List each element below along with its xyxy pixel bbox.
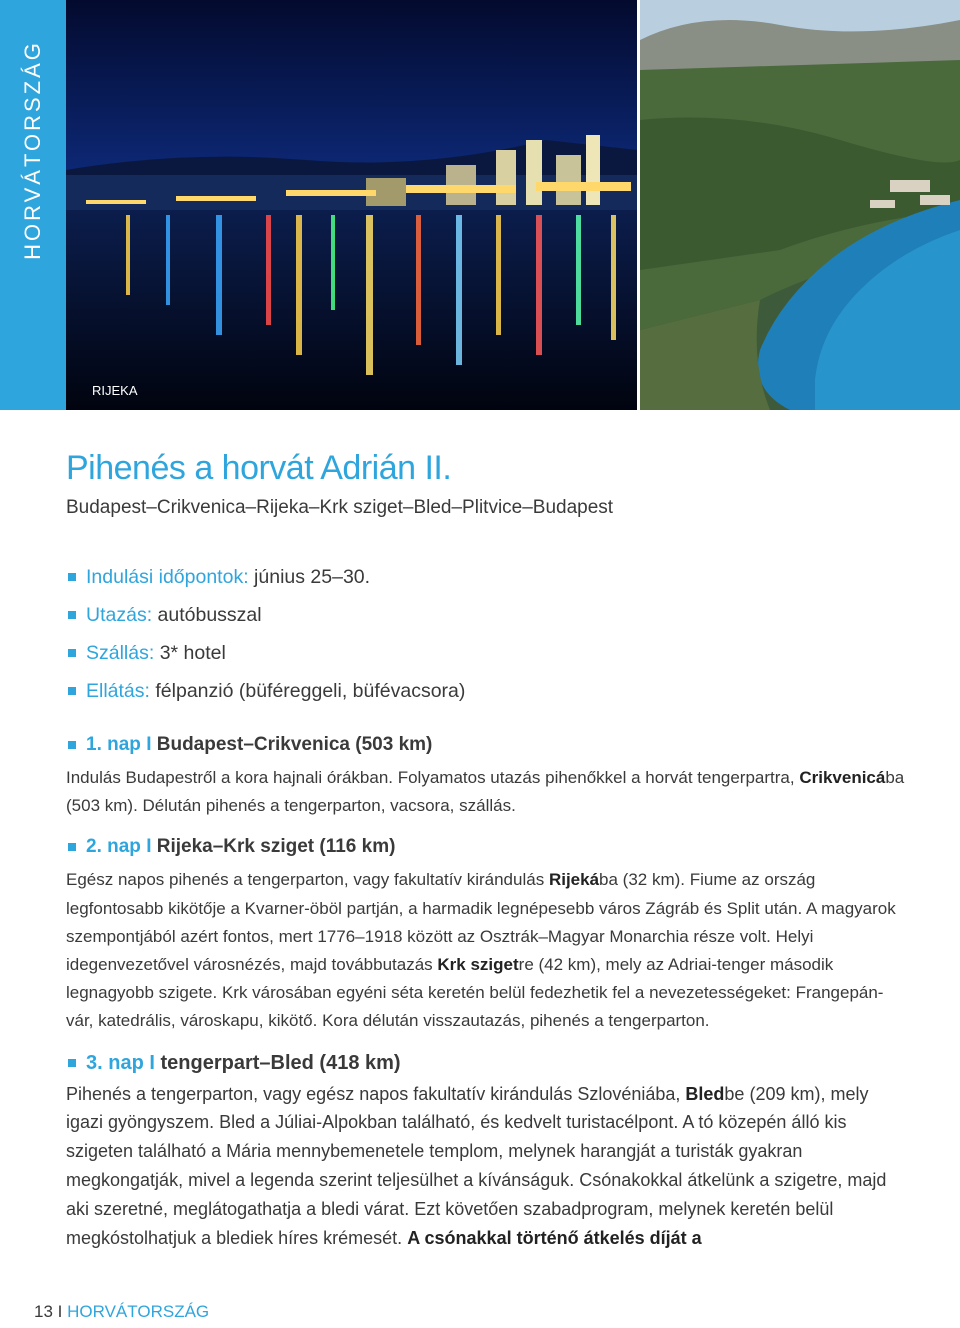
sidebar-band [0,0,66,410]
day-route: Budapest–Crikvenica (503 km) [156,734,433,755]
bullet-icon [68,843,76,851]
info-travel [66,596,906,634]
day-1-section [66,730,906,820]
text-run: Egész napos pihenés a tengerparton, vagy fakultatív kirándulás [66,870,545,890]
sidebar-title: HORVÁTORSZÁG [20,40,45,260]
day-2-section [66,832,906,1035]
info-label: Ellátás: [86,680,150,702]
photo-caption: RIJEKA [92,383,138,398]
day-route: tengerpart–Bled (418 km) [160,1051,401,1074]
day-separator: I [149,1051,155,1074]
bullet-icon [68,611,76,619]
text-run: ba (32 km). Fiume az ország legfontosabb kikötője a Kvarner-öböl partján, a harmadik legnépesebb város Zágráb és Split után. A magyarok szempontjából azért fontos, mert 1776–1918 között az Osztrák–Magyar Monarchia része volt. Helyi idegenvezetővel városnézés, majd továbbutazás [66,870,896,975]
bullet-icon [68,741,76,749]
day-2-heading [66,832,906,862]
footer-section: HORVÁTORSZÁG [67,1302,210,1321]
route-subtitle: Budapest–Crikvenica–Rijeka–Krk sziget–Bled–Plitvice–Budapest [66,497,614,518]
bold-run: Crikvenicá [799,768,886,787]
page-title: Pihenés a horvát Adrián II. [66,449,452,487]
bold-run: Bled [685,1083,725,1104]
day-separator: I [146,734,152,755]
info-value: félpanzió (büféreggeli, büfévacsora) [155,680,466,702]
info-departure [66,558,906,596]
info-label: Utazás: [86,604,153,626]
info-label: Indulási időpontok: [86,566,249,588]
day-route: Rijeka–Krk sziget (116 km) [156,836,396,858]
day-1-text [66,764,906,820]
text-run: ba (503 km). Délután pihenés a tengerparton, vacsora, szállás. [66,768,905,816]
info-label: Szállás: [86,642,155,664]
info-board [66,672,906,710]
day-3-heading [66,1048,906,1078]
bullet-icon [68,1059,76,1067]
rijeka-night-photo [66,0,637,410]
bold-run: A csónakkal történő átkelés díját a [407,1227,702,1248]
text-run: Indulás Budapestről a kora hajnali órákban. Folyamatos utazás pihenőkkel a horvát tengerpartra, [66,768,795,787]
day-3-text [66,1080,906,1253]
day-number: 1. nap [86,734,141,755]
aerial-bay-photo [640,0,960,410]
info-value: 3* hotel [159,642,226,664]
bullet-icon [68,687,76,695]
bold-run: Rijeká [548,870,600,890]
trip-info-list [66,558,906,710]
day-separator: I [146,836,152,858]
text-run: re (42 km), mely az Adriai-tenger második legnagyobb szigete. Krk városában egyéni séta keretén belül fedezhetik fel a nevezetességeket: Frangepán-vár, katedrális, városkapu, kikötő. Kora délután visszautazás, pihenés a tengerparton. [66,955,884,1031]
day-1-heading [66,730,906,760]
info-value: autóbusszal [157,604,262,626]
text-run: be (209 km), mely igazi gyöngyszem. Bled a Júliai-Alpokban található, és kedvelt turistacélpont. A tó közepén álló kis szigeten található a Mária mennybemenetele templom, melynek harangját a turisták gyakran megkongatják, mivel a legenda szerint teljesülhet a kívánságuk. Csónakokkal átkelünk a szigetre, majd aki szeretné, meglátogathatja a bledi várat. Ezt követően szabadprogram, melynek keretén belül megkóstolhatjuk a blediek híres krémesét. [66,1083,887,1248]
bullet-icon [68,649,76,657]
bullet-icon [68,573,76,581]
day-3-section [66,1048,906,1253]
page-number: 13 [34,1302,53,1321]
main-content [66,448,906,1252]
day-number: 3. nap [86,1051,144,1074]
day-number: 2. nap [86,836,141,858]
info-value: június 25–30. [254,566,371,588]
day-2-text [66,866,906,1035]
page-footer [34,1300,209,1324]
text-run: Pihenés a tengerparton, vagy egész napos fakultatív kirándulás Szlovéniába, [66,1083,681,1104]
bold-run: Krk sziget [437,955,519,975]
info-accommodation [66,634,906,672]
footer-separator: I [57,1302,63,1321]
